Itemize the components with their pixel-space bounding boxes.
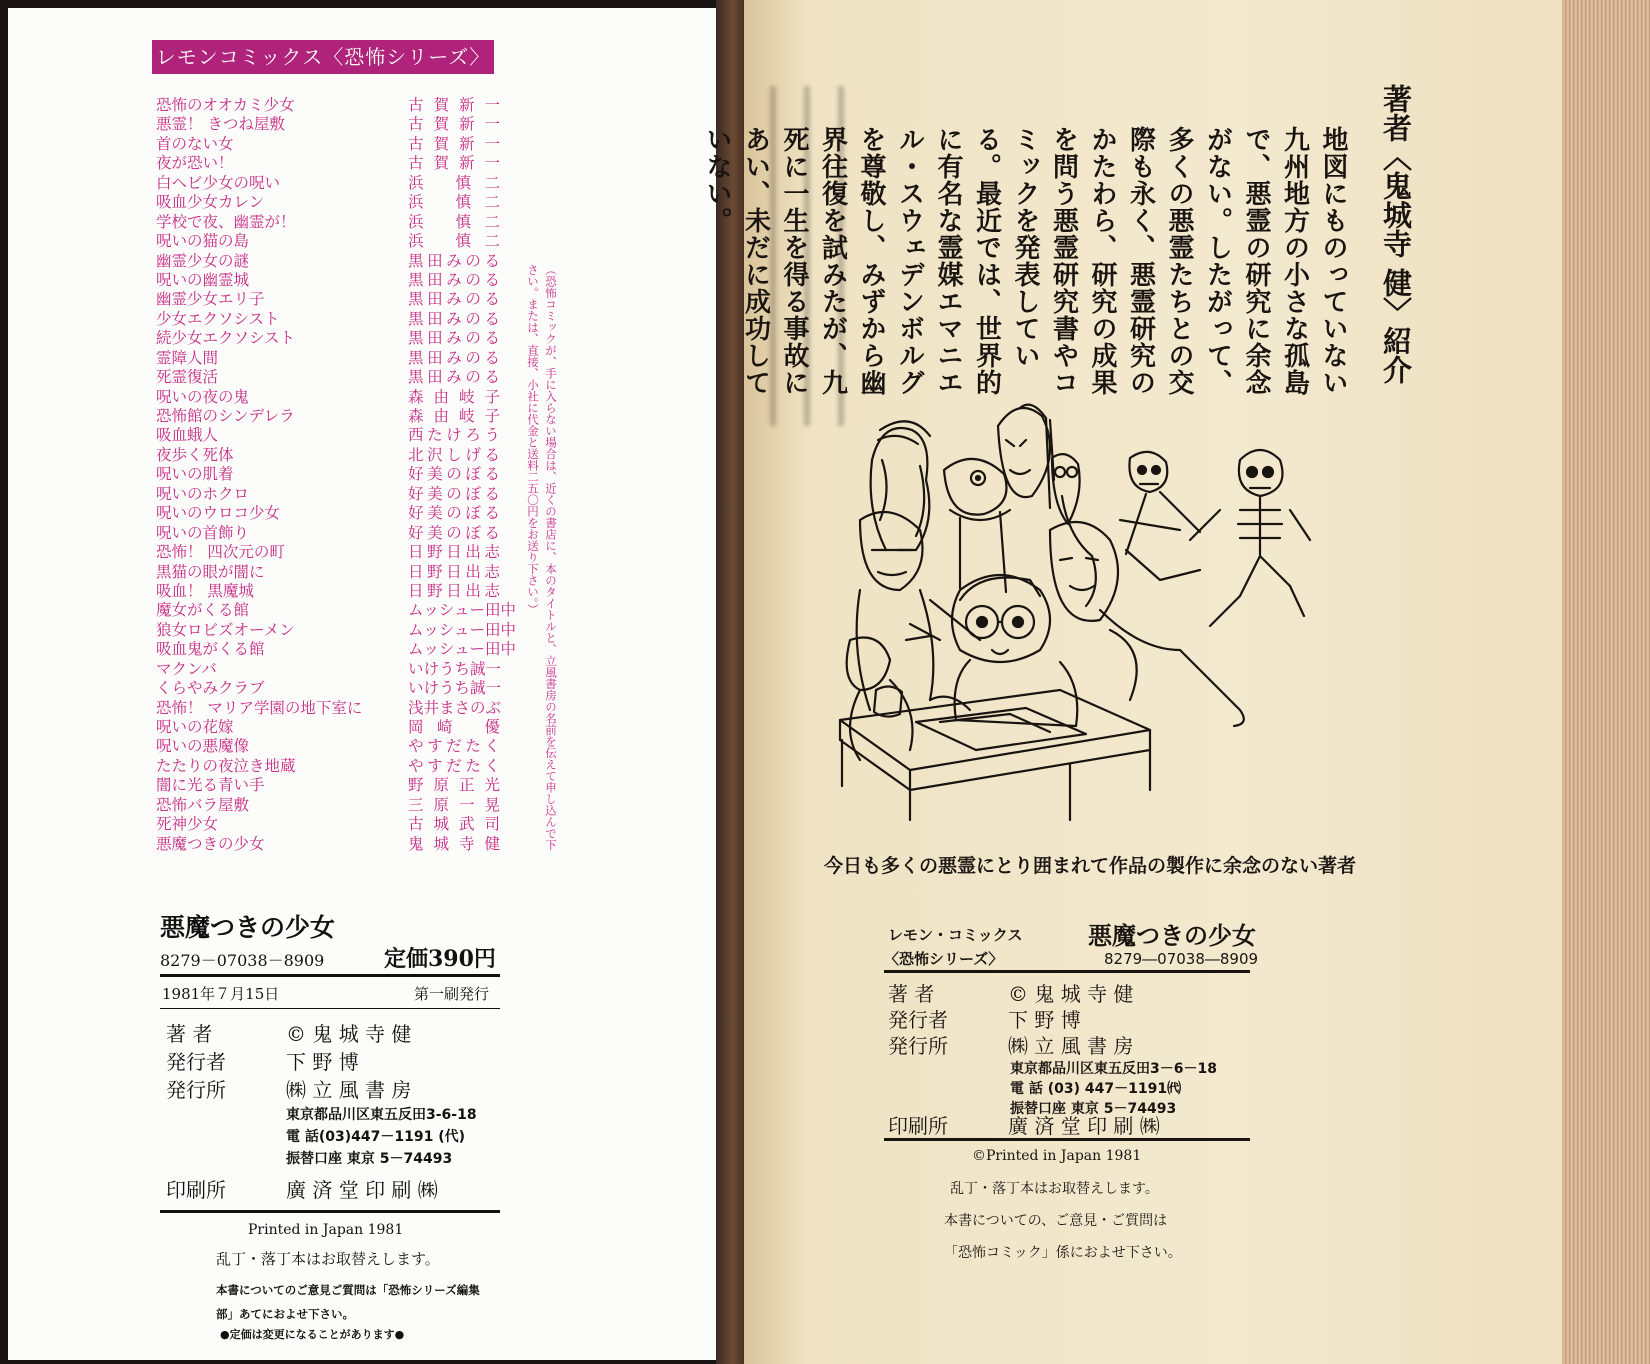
catalog-title: 吸血少女カレン xyxy=(156,193,265,212)
right-series-top: レモン・コミックス xyxy=(888,926,1023,944)
catalog-title: 闇に光る青い手 xyxy=(156,776,265,795)
right-publisher-label: 発行者 xyxy=(888,1008,948,1032)
catalog-author: やすだたく xyxy=(408,756,500,775)
catalog-entry xyxy=(156,737,500,756)
series-banner: レモンコミックス〈恐怖シリーズ〉 xyxy=(152,40,494,74)
left-isbn-code: 8279－07038－8909 xyxy=(160,951,325,970)
catalog-title: 呪いの花嫁 xyxy=(156,718,234,736)
left-house-value: ㈱ 立 風 書 房 xyxy=(286,1078,412,1102)
catalog-author: 黒田みのる xyxy=(408,329,500,348)
left-printer-value: 廣 済 堂 印 刷 ㈱ xyxy=(286,1178,438,1202)
catalog-entry xyxy=(156,465,500,484)
catalog-entry xyxy=(156,271,500,290)
catalog-author: 日野日出志 xyxy=(408,581,500,600)
left-house-label: 発行所 xyxy=(166,1078,226,1102)
catalog-author: 西たけろう xyxy=(408,426,500,445)
right-address: 東京都品川区東五反田3－6－18 xyxy=(1010,1061,1217,1077)
left-author-label: 著 者 xyxy=(166,1022,213,1046)
right-rule-2 xyxy=(884,1138,1250,1141)
catalog-entry xyxy=(156,135,500,154)
catalog-title: 吸血蛾人 xyxy=(156,426,219,445)
right-publisher-value: 下 野 博 xyxy=(1008,1008,1081,1032)
catalog-author: 森由岐子 xyxy=(408,407,500,425)
catalog-entry xyxy=(156,388,500,407)
catalog-author: 古賀新一 xyxy=(408,134,500,153)
catalog-entry xyxy=(156,796,500,815)
catalog-title: 呪いのウロコ少女 xyxy=(156,504,281,523)
catalog-title: 悪霊！ きつね屋敷 xyxy=(156,115,285,134)
catalog-entry xyxy=(156,426,500,445)
catalog-title: 幽霊少女の謎 xyxy=(156,251,250,270)
catalog-author: 浜 慎二 xyxy=(408,193,500,212)
catalog-entry xyxy=(156,446,500,465)
catalog-title: マクンバ xyxy=(156,659,217,678)
illustration-caption: 今日も多くの悪霊にとり囲まれて作品の製作に余念のない著者 xyxy=(824,855,1357,877)
catalog-author: 森由岐子 xyxy=(408,387,500,406)
catalog-title: 狼女ロビズオーメン xyxy=(156,620,295,639)
catalog-entry xyxy=(156,620,517,640)
catalog-entry xyxy=(156,174,500,193)
right-transfer-account: 振替口座 東京 5－74493 xyxy=(1010,1101,1177,1117)
catalog-title: 恐怖バラ屋敷 xyxy=(156,795,250,814)
right-printer-label: 印刷所 xyxy=(888,1114,948,1138)
catalog-title: 呪いの悪魔像 xyxy=(156,737,250,756)
catalog-entry xyxy=(156,757,500,776)
catalog-entry xyxy=(156,407,500,426)
catalog-title: 白ヘビ少女の呪い xyxy=(156,173,281,192)
left-phone: 電 話(03)447－1191 (代) xyxy=(286,1129,466,1145)
catalog-author: 浜 慎二 xyxy=(408,173,500,192)
catalog-author: 鬼城寺健 xyxy=(408,834,500,853)
catalog-author: やすだたく xyxy=(408,737,500,756)
catalog-entry xyxy=(156,640,517,659)
catalog-title: 死霊復活 xyxy=(156,368,219,387)
catalog-author: 黒田みのる xyxy=(408,309,500,328)
catalog-author: ムッシュー田中 xyxy=(408,601,517,620)
catalog-entry xyxy=(156,349,500,368)
catalog-author: 黒田みのる xyxy=(408,368,500,387)
catalog-author: いけうち誠一 xyxy=(408,679,502,698)
right-exchange-note: 乱丁・落丁本はお取替えします。 xyxy=(950,1181,1159,1197)
catalog-author: 日野日出志 xyxy=(408,562,500,581)
catalog-author: ムッシュー田中 xyxy=(408,620,517,639)
author-illustration xyxy=(820,400,1368,830)
catalog-title: 首のない女 xyxy=(156,134,234,153)
catalog-entry xyxy=(156,582,500,601)
catalog-entry xyxy=(156,154,500,173)
right-inquiry-line-2: 「恐怖コミック」係におよせ下さい。 xyxy=(944,1245,1182,1261)
catalog-author: 古賀新一 xyxy=(408,96,500,114)
catalog-entry xyxy=(156,193,500,212)
catalog-entry xyxy=(156,835,500,854)
author-biography: 地図にものっていない九州地方の小さな孤島で、悪霊の研究に余念がない。したがって、多くの悪霊たちとの交際も永く、悪霊研究のかたわら、研究の成果を問う悪霊研究書やコミックを発表している。最近では、世界的に有名な霊媒エマニエル・スウェデンボルグを尊敬し、みずから幽界往復を試みたが、九死に一生を得る事故にあい、未だに成功していない。 xyxy=(702,126,1348,396)
page-edges xyxy=(1562,0,1650,1364)
left-publisher-label: 発行者 xyxy=(166,1050,226,1074)
catalog-entry xyxy=(156,232,500,251)
catalog-entry xyxy=(156,718,500,737)
catalog-entry xyxy=(156,504,500,523)
catalog-author: 浜 慎二 xyxy=(408,212,500,231)
catalog-entry xyxy=(156,601,517,620)
catalog-title: くらやみクラブ xyxy=(156,679,265,698)
catalog-author: 好美のぼる xyxy=(408,523,500,542)
catalog-entry xyxy=(156,524,500,543)
catalog-author: 古城武司 xyxy=(408,815,500,834)
catalog-author: 浅井まさのぶ xyxy=(408,698,502,717)
catalog-title: 夜が恐い！ xyxy=(156,154,234,173)
catalog-entry xyxy=(156,310,500,329)
right-house-label: 発行所 xyxy=(888,1034,948,1058)
author-intro-heading: 著者〈鬼城寺 健〉紹介 xyxy=(1379,84,1413,385)
catalog-author: 岡崎 優 xyxy=(408,718,500,736)
catalog-title: 吸血！ 黒魔城 xyxy=(156,581,254,600)
left-publish-date: 1981年７月15日 xyxy=(162,985,280,1003)
left-rule-1 xyxy=(160,974,500,977)
catalog-entry xyxy=(156,485,500,504)
catalog-entry xyxy=(156,252,500,271)
catalog-author: 古賀新一 xyxy=(408,115,500,134)
catalog-title: 呪いの夜の鬼 xyxy=(156,387,250,406)
left-price-note: ●定価は変更になることがあります● xyxy=(220,1328,405,1341)
catalog-title: 呪いの幽霊城 xyxy=(156,270,250,289)
right-isbn-code: 8279―07038―8909 xyxy=(1104,950,1259,968)
catalog-entry xyxy=(156,543,500,562)
catalog-author: 黒田みのる xyxy=(408,290,500,309)
catalog-entry xyxy=(156,115,500,134)
right-book-title: 悪魔つきの少女 xyxy=(1088,922,1256,950)
catalog-entry xyxy=(156,815,500,834)
catalog-title: 吸血鬼がくる館 xyxy=(156,640,265,659)
catalog-title: 悪魔つきの少女 xyxy=(156,834,265,853)
catalog-title: 霊障人間 xyxy=(156,348,219,367)
catalog-title: 恐怖！ マリア学園の地下室に xyxy=(156,698,363,717)
left-price: 定価390円 xyxy=(384,946,496,972)
left-rule-2 xyxy=(160,1008,500,1009)
catalog-title: 夜歩く死体 xyxy=(156,445,234,464)
catalog-author: 好美のぼる xyxy=(408,484,500,503)
series-catalog xyxy=(156,96,517,854)
catalog-entry xyxy=(156,776,500,795)
catalog-title: 続少女エクソシスト xyxy=(156,329,296,348)
catalog-author: 黒田みのる xyxy=(408,270,500,289)
catalog-entry xyxy=(156,679,500,698)
catalog-title: 呪いの肌着 xyxy=(156,465,234,484)
catalog-author: いけうち誠一 xyxy=(408,659,502,678)
catalog-author: 黒田みのる xyxy=(408,251,500,270)
catalog-entry xyxy=(156,699,500,718)
right-printed-in: ©Printed in Japan 1981 xyxy=(972,1148,1142,1164)
left-printer-label: 印刷所 xyxy=(166,1178,226,1202)
catalog-title: 呪いのホクロ xyxy=(156,484,250,503)
catalog-entry xyxy=(156,290,500,309)
right-author-value: © 鬼 城 寺 健 xyxy=(1008,982,1134,1006)
left-exchange-note: 乱丁・落丁本はお取替えします。 xyxy=(216,1250,440,1268)
catalog-entry xyxy=(156,329,500,348)
right-phone: 電 話 (03) 447－1191㈹ xyxy=(1010,1081,1182,1097)
catalog-title: 死神少女 xyxy=(156,815,219,834)
right-rule-1 xyxy=(884,970,1250,973)
left-transfer-account: 振替口座 東京 5－74493 xyxy=(286,1151,453,1167)
left-printing: 第一刷発行 xyxy=(414,985,490,1003)
right-author-label: 著 者 xyxy=(888,982,935,1006)
left-rule-3 xyxy=(160,1210,500,1213)
catalog-entry xyxy=(156,563,500,582)
catalog-entry xyxy=(156,96,500,115)
catalog-entry xyxy=(156,213,500,232)
catalog-title: 呪いの猫の島 xyxy=(156,232,250,251)
right-inquiry-line-1: 本書についての、ご意見・ご質問は xyxy=(944,1213,1168,1229)
catalog-title: 学校で夜、幽霊が！ xyxy=(156,212,296,231)
left-publisher-value: 下 野 博 xyxy=(286,1050,359,1074)
catalog-author: 野原正光 xyxy=(408,776,500,795)
catalog-title: 魔女がくる館 xyxy=(156,601,250,620)
catalog-title: 恐怖のオオカミ少女 xyxy=(156,96,295,114)
catalog-title: 呪いの首飾り xyxy=(156,523,250,542)
right-printer-value: 廣 済 堂 印 刷 ㈱ xyxy=(1008,1114,1160,1138)
catalog-author: 北沢しげる xyxy=(408,445,500,464)
catalog-author: ムッシュー田中 xyxy=(408,640,517,659)
left-address: 東京都品川区東五反田3-6-18 xyxy=(286,1107,477,1123)
catalog-title: 少女エクソシスト xyxy=(156,309,280,328)
catalog-author: 浜 慎二 xyxy=(408,232,500,251)
catalog-title: 恐怖館のシンデレラ xyxy=(156,407,295,425)
left-author-value: © 鬼 城 寺 健 xyxy=(286,1022,412,1046)
catalog-title: 黒猫の眼が闇に xyxy=(156,562,265,581)
catalog-title: たたりの夜泣き地蔵 xyxy=(156,756,296,775)
left-book-title: 悪魔つきの少女 xyxy=(160,913,336,942)
catalog-author: 好美のぼる xyxy=(408,504,500,523)
catalog-author: 日野日出志 xyxy=(408,543,500,562)
catalog-title: 幽霊少女エリ子 xyxy=(156,290,265,309)
catalog-author: 黒田みのる xyxy=(408,348,500,367)
right-house-value: ㈱ 立 風 書 房 xyxy=(1008,1034,1134,1058)
catalog-entry xyxy=(156,660,500,679)
left-inquiry-note: 本書についてのご意見ご質問は「恐怖シリーズ編集部」あてにおよせ下さい。 xyxy=(216,1283,480,1321)
order-note: （恐怖コミックが、手に入らない場合は、近くの書店に、本のタイトルと、立風書房の名前を伝えて申し込んで下さい。または、直接、小社に代金と送料二五〇円をお送り下さい。） xyxy=(526,264,558,851)
right-series-bottom: 〈恐怖シリーズ〉 xyxy=(884,950,1004,968)
catalog-author: 三原一晃 xyxy=(408,795,500,814)
catalog-author: 好美のぼる xyxy=(408,465,500,484)
left-printed-in: Printed in Japan 1981 xyxy=(248,1222,404,1238)
catalog-author: 古賀新一 xyxy=(408,154,500,173)
catalog-title: 恐怖！ 四次元の町 xyxy=(156,543,285,562)
catalog-entry xyxy=(156,368,500,387)
